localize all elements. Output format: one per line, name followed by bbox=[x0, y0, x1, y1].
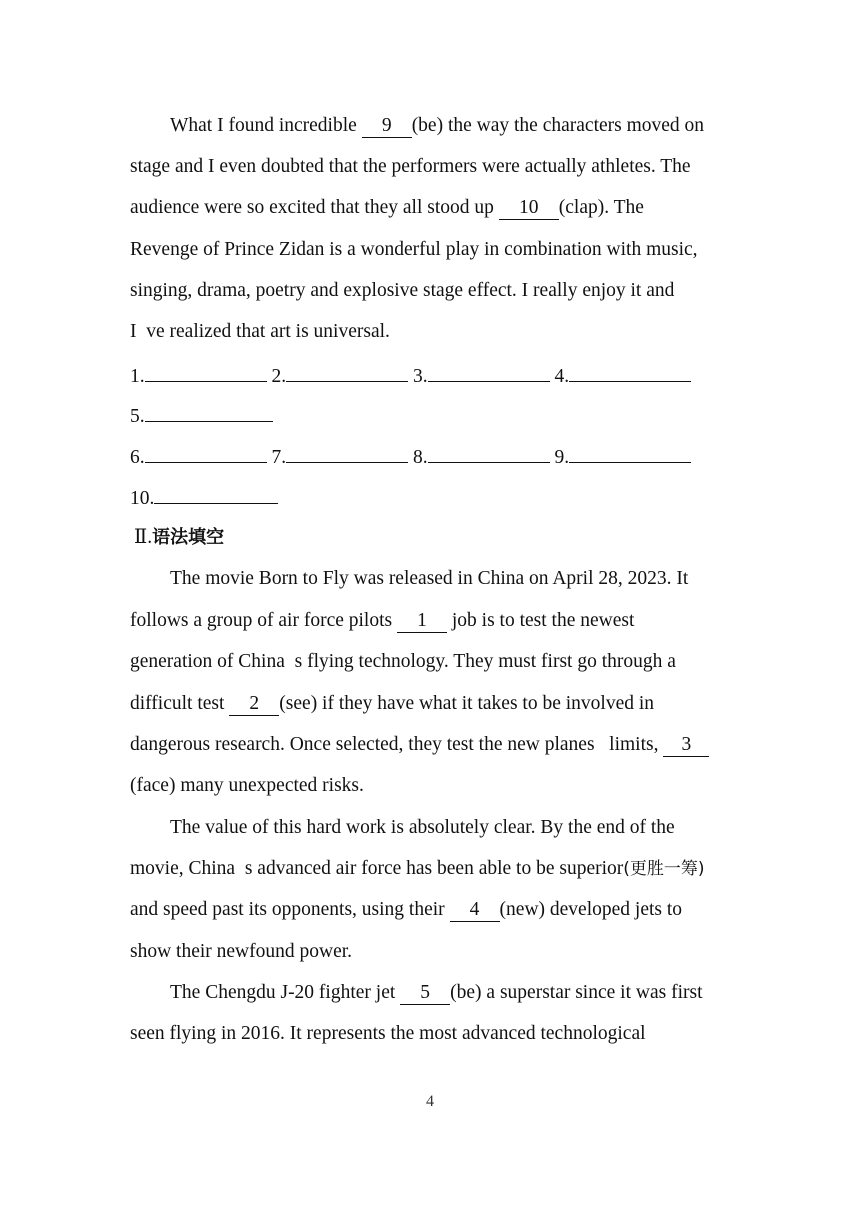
page-number: 4 bbox=[426, 1093, 434, 1110]
para-a-line-3 bbox=[130, 196, 644, 220]
para-c-line-4: show their newfound power. bbox=[130, 941, 353, 962]
para-a-line-6: I ve realized that art is universal. bbox=[130, 321, 390, 342]
answer-row-2 bbox=[130, 403, 273, 427]
answer-label-10: 10. bbox=[130, 488, 155, 509]
text: (see) if they have what it takes to be involved in bbox=[279, 693, 655, 714]
text: audience were so excited that they all stood up bbox=[130, 197, 499, 218]
answer-blank-10[interactable] bbox=[154, 485, 278, 504]
blank-4: 4 bbox=[450, 900, 500, 922]
answer-blank-8[interactable] bbox=[428, 444, 550, 463]
answer-blank-6[interactable] bbox=[145, 444, 267, 463]
para-b-line-4 bbox=[130, 692, 654, 716]
para-b-line-5 bbox=[130, 733, 709, 757]
chinese-gloss: (更胜一筹) bbox=[623, 859, 705, 879]
para-a-line-5: singing, drama, poetry and explosive stage effect. I really enjoy it and bbox=[130, 280, 675, 301]
blank-2: 2 bbox=[229, 694, 279, 716]
blank-10: 10 bbox=[499, 198, 559, 220]
para-d-line-1 bbox=[170, 981, 703, 1005]
answer-blank-1[interactable] bbox=[145, 363, 267, 382]
para-d-line-2: seen flying in 2016. It represents the most advanced technological bbox=[130, 1023, 646, 1044]
para-b-line-1: The movie Born to Fly was released in China on April 28, 2023. It bbox=[170, 568, 689, 589]
text: follows a group of air force pilots bbox=[130, 610, 397, 631]
answer-label-4: 4. bbox=[554, 366, 570, 387]
answer-blank-7[interactable] bbox=[286, 444, 408, 463]
blank-3: 3 bbox=[663, 735, 709, 757]
text: job is to test the newest bbox=[446, 610, 635, 631]
text: and speed past its opponents, using their bbox=[130, 899, 450, 920]
text: The Chengdu J-20 fighter jet bbox=[170, 982, 401, 1003]
answer-label-9: 9. bbox=[554, 447, 570, 468]
text: dangerous research. Once selected, they test the new planes limits, bbox=[130, 734, 664, 755]
para-a-line-4: Revenge of Prince Zidan is a wonderful play in combination with music, bbox=[130, 239, 698, 260]
para-c-line-3 bbox=[130, 898, 682, 922]
text: (be) a superstar since it was first bbox=[450, 982, 703, 1003]
blank-9: 9 bbox=[362, 116, 412, 138]
text: (clap). The bbox=[558, 197, 644, 218]
answer-blank-2[interactable] bbox=[286, 363, 408, 382]
answer-blank-4[interactable] bbox=[569, 363, 691, 382]
para-c-line-1: The value of this hard work is absolutely clear. By the end of the bbox=[170, 817, 675, 838]
para-b-line-6: (face) many unexpected risks. bbox=[130, 775, 364, 796]
text: (be) the way the characters moved on bbox=[411, 115, 705, 136]
text: What I found incredible bbox=[170, 115, 362, 136]
answer-blank-3[interactable] bbox=[428, 363, 550, 382]
answer-label-1: 1. bbox=[130, 366, 145, 387]
blank-1: 1 bbox=[397, 611, 447, 633]
answer-row-4 bbox=[130, 485, 278, 509]
para-b-line-2 bbox=[130, 609, 634, 633]
para-a-line-2: stage and I even doubted that the performers were actually athletes. The bbox=[130, 156, 691, 177]
section-title: 语法填空 bbox=[152, 527, 225, 548]
answer-label-7: 7. bbox=[271, 447, 287, 468]
para-a-line-1 bbox=[170, 114, 704, 138]
answer-row-3 bbox=[130, 444, 691, 468]
blank-5: 5 bbox=[400, 983, 450, 1005]
answer-blank-5[interactable] bbox=[145, 403, 273, 422]
section-heading bbox=[134, 526, 224, 550]
answer-row-1 bbox=[130, 363, 691, 387]
answer-blank-9[interactable] bbox=[569, 444, 691, 463]
text: movie, China s advanced air force has been able to be superior bbox=[130, 858, 624, 879]
answer-label-6: 6. bbox=[130, 447, 145, 468]
answer-label-5: 5. bbox=[130, 406, 145, 427]
answer-label-3: 3. bbox=[413, 366, 428, 387]
para-b-line-3: generation of China s flying technology. They must first go through a bbox=[130, 651, 676, 672]
para-c-line-2 bbox=[130, 857, 705, 881]
section-number: Ⅱ. bbox=[134, 527, 153, 548]
text: difficult test bbox=[130, 693, 230, 714]
text: (new) developed jets to bbox=[499, 899, 683, 920]
answer-label-2: 2. bbox=[271, 366, 287, 387]
answer-label-8: 8. bbox=[413, 447, 428, 468]
